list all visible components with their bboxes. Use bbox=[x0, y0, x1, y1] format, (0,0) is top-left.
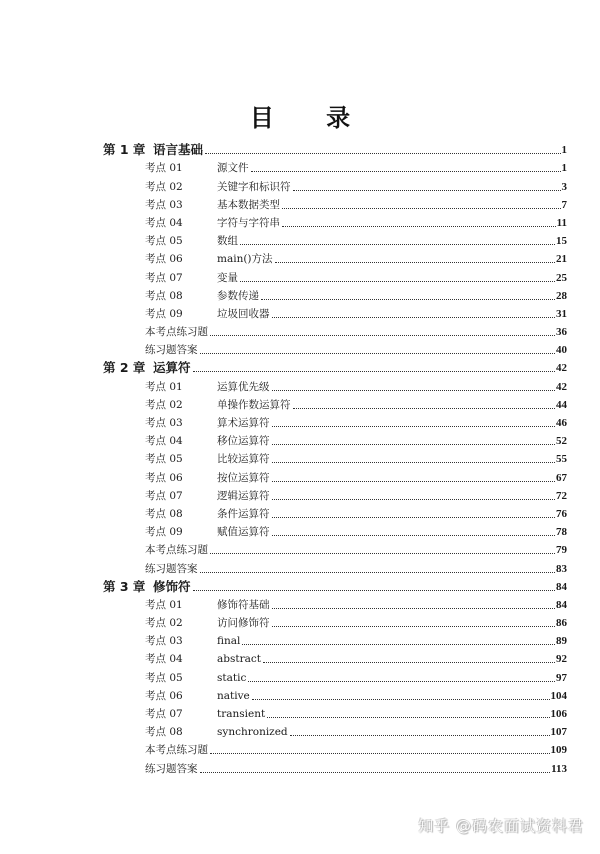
toc-leader bbox=[145, 398, 555, 412]
page-number: 52 bbox=[556, 435, 567, 448]
toc-label bbox=[145, 234, 240, 248]
topic-number: 考点 01 bbox=[145, 162, 183, 175]
page-number: 36 bbox=[556, 326, 567, 339]
topic-title: 参数传递 bbox=[217, 289, 259, 302]
topic-title: 基本数据类型 bbox=[217, 198, 280, 211]
toc-entry-row[interactable] bbox=[145, 466, 567, 484]
toc-entry-row[interactable] bbox=[145, 285, 567, 303]
dot-leader bbox=[251, 170, 561, 172]
toc-label bbox=[103, 580, 193, 594]
topic-title: 练习题答案 bbox=[145, 344, 198, 357]
toc-leader bbox=[145, 762, 550, 776]
dot-leader bbox=[272, 443, 556, 445]
toc-label bbox=[145, 161, 251, 175]
topic-title: 本考点练习题 bbox=[145, 544, 208, 557]
topic-title: 关键字和标识符 bbox=[217, 180, 291, 193]
toc-label bbox=[145, 325, 210, 339]
toc-leader bbox=[145, 743, 550, 757]
topic-number: 考点 07 bbox=[145, 708, 183, 720]
page-number: 21 bbox=[556, 253, 567, 266]
toc-leader bbox=[145, 507, 555, 521]
dot-leader bbox=[193, 370, 555, 372]
topic-number: 考点 02 bbox=[145, 180, 183, 193]
toc-entry-row[interactable] bbox=[145, 157, 567, 175]
toc-label bbox=[145, 180, 293, 194]
page-number: 7 bbox=[561, 198, 567, 211]
toc-entry-row[interactable] bbox=[145, 412, 567, 430]
toc-leader bbox=[145, 325, 555, 339]
dot-leader bbox=[272, 498, 556, 500]
page-number: 107 bbox=[550, 726, 567, 739]
topic-number: 考点 05 bbox=[145, 671, 183, 684]
dot-leader bbox=[210, 752, 550, 754]
topic-number: 考点 06 bbox=[145, 471, 183, 484]
chapter-number: 第 1 章 bbox=[103, 143, 146, 158]
topic-title: static bbox=[217, 671, 247, 684]
toc-leader bbox=[145, 380, 555, 394]
dot-leader bbox=[282, 207, 561, 209]
toc-leader bbox=[145, 562, 555, 576]
toc-leader bbox=[145, 598, 555, 612]
topic-title: 数组 bbox=[217, 235, 238, 248]
dot-leader bbox=[200, 352, 556, 354]
dot-leader bbox=[272, 534, 556, 536]
dot-leader bbox=[272, 389, 556, 391]
dot-leader bbox=[272, 480, 556, 482]
topic-number: 考点 04 bbox=[145, 216, 183, 229]
topic-title: 赋值运算符 bbox=[217, 526, 270, 539]
dot-leader bbox=[263, 661, 555, 663]
toc-leader bbox=[145, 343, 555, 357]
toc-leader bbox=[145, 198, 561, 212]
page-number: 44 bbox=[556, 398, 567, 411]
topic-title: 算术运算符 bbox=[217, 417, 270, 429]
toc-leader bbox=[145, 289, 555, 303]
topic-title: transient bbox=[217, 708, 266, 720]
toc-leader bbox=[145, 489, 555, 503]
page-number: 79 bbox=[556, 544, 567, 557]
toc-chapter-row[interactable] bbox=[103, 357, 567, 375]
topic-number: 考点 04 bbox=[145, 653, 183, 666]
topic-number: 考点 09 bbox=[145, 526, 183, 539]
topic-title: 访问修饰符 bbox=[217, 617, 270, 630]
topic-title: 本考点练习题 bbox=[145, 744, 208, 757]
topic-title: 按位运算符 bbox=[217, 471, 270, 484]
page-number: 28 bbox=[556, 289, 567, 302]
topic-title: 条件运算符 bbox=[217, 507, 270, 520]
chapter-title: 修饰符 bbox=[153, 579, 191, 594]
page-number: 109 bbox=[550, 744, 567, 757]
dot-leader bbox=[282, 225, 556, 227]
toc-entry-row[interactable] bbox=[145, 339, 567, 357]
toc-entry-row[interactable] bbox=[145, 303, 567, 321]
topic-number: 考点 08 bbox=[145, 289, 183, 302]
toc-label bbox=[145, 252, 275, 266]
topic-title: 变量 bbox=[217, 271, 238, 284]
toc-label bbox=[145, 562, 200, 576]
toc-leader bbox=[103, 143, 561, 157]
toc-entry-row[interactable] bbox=[145, 557, 567, 575]
toc-chapter-row[interactable] bbox=[103, 139, 567, 157]
toc-entry-row[interactable] bbox=[145, 539, 567, 557]
toc-label bbox=[145, 343, 200, 357]
toc-leader bbox=[145, 616, 555, 630]
toc-label bbox=[145, 434, 272, 448]
toc-entry-row[interactable] bbox=[145, 666, 567, 684]
page-number: 15 bbox=[556, 235, 567, 248]
toc-leader bbox=[103, 580, 555, 594]
toc-label bbox=[145, 271, 240, 285]
toc-label bbox=[145, 380, 272, 394]
topic-title: 移位运算符 bbox=[217, 435, 270, 448]
toc-entry-row[interactable] bbox=[145, 648, 567, 666]
toc-entry-row[interactable] bbox=[145, 394, 567, 412]
dot-leader bbox=[293, 407, 556, 409]
page-number: 40 bbox=[556, 344, 567, 357]
topic-number: 考点 06 bbox=[145, 689, 183, 702]
toc-leader bbox=[145, 652, 555, 666]
dot-leader bbox=[210, 334, 555, 336]
dot-leader bbox=[272, 316, 556, 318]
toc-leader bbox=[145, 543, 555, 557]
topic-number: 考点 02 bbox=[145, 398, 183, 411]
page-number: 113 bbox=[551, 762, 567, 775]
toc-label bbox=[145, 216, 282, 230]
page-number: 55 bbox=[556, 453, 567, 466]
toc-entry-row[interactable] bbox=[145, 739, 567, 757]
toc-label bbox=[145, 416, 272, 430]
toc-label bbox=[145, 307, 272, 321]
toc-entry-row[interactable] bbox=[145, 448, 567, 466]
dot-leader bbox=[193, 589, 555, 591]
topic-title: 源文件 bbox=[217, 162, 249, 175]
topic-title: native bbox=[217, 689, 250, 702]
toc-entry-row[interactable] bbox=[145, 230, 567, 248]
chapter-number: 第 3 章 bbox=[103, 579, 146, 594]
topic-title: 逻辑运算符 bbox=[217, 489, 270, 502]
dot-leader bbox=[240, 280, 555, 282]
toc-entry-row[interactable] bbox=[145, 757, 567, 775]
dot-leader bbox=[240, 243, 555, 245]
topic-title: 练习题答案 bbox=[145, 762, 198, 775]
toc-label bbox=[145, 707, 267, 721]
dot-leader bbox=[293, 189, 561, 191]
toc-entry-row[interactable] bbox=[145, 703, 567, 721]
topic-title: 修饰符基础 bbox=[217, 598, 270, 611]
dot-leader bbox=[275, 261, 555, 263]
topic-number: 考点 03 bbox=[145, 198, 183, 211]
toc-entry-row[interactable] bbox=[145, 485, 567, 503]
dot-leader bbox=[272, 516, 556, 518]
toc-leader bbox=[145, 689, 550, 703]
topic-number: 考点 08 bbox=[145, 726, 183, 739]
topic-title: 练习题答案 bbox=[145, 562, 198, 575]
toc-label bbox=[145, 671, 248, 685]
toc-entry-row[interactable] bbox=[145, 375, 567, 393]
dot-leader bbox=[272, 425, 556, 427]
topic-title: 单操作数运算符 bbox=[217, 398, 291, 411]
topic-title: final bbox=[217, 635, 241, 648]
dot-leader bbox=[272, 461, 556, 463]
toc-leader bbox=[145, 416, 555, 430]
toc-entry-row[interactable] bbox=[145, 612, 567, 630]
dot-leader bbox=[252, 698, 550, 700]
toc-entry-row[interactable] bbox=[145, 175, 567, 193]
toc-label bbox=[145, 198, 282, 212]
toc-label bbox=[145, 471, 272, 485]
toc-label bbox=[145, 289, 261, 303]
toc-leader bbox=[145, 634, 555, 648]
toc-label bbox=[145, 543, 210, 557]
page-number: 46 bbox=[556, 417, 567, 429]
toc-leader bbox=[145, 671, 555, 685]
page-number: 42 bbox=[556, 362, 567, 375]
page-number: 67 bbox=[556, 471, 567, 484]
page-number: 84 bbox=[556, 580, 567, 593]
page-number: 76 bbox=[556, 507, 567, 520]
page-number: 97 bbox=[556, 671, 567, 684]
dot-leader bbox=[205, 152, 560, 154]
toc-entry-row[interactable] bbox=[145, 630, 567, 648]
toc-label bbox=[145, 743, 210, 757]
page-number: 104 bbox=[550, 689, 567, 702]
toc-entry-row[interactable] bbox=[145, 685, 567, 703]
toc-label bbox=[145, 452, 272, 466]
toc-label bbox=[145, 762, 200, 776]
toc-leader bbox=[145, 307, 555, 321]
toc-entry-row[interactable] bbox=[145, 521, 567, 539]
toc-entry-row[interactable] bbox=[145, 503, 567, 521]
topic-title: 运算优先级 bbox=[217, 380, 270, 393]
toc-leader bbox=[145, 271, 555, 285]
toc-entry-row[interactable] bbox=[145, 321, 567, 339]
toc-chapter-row[interactable] bbox=[103, 576, 567, 594]
toc-leader bbox=[145, 216, 556, 230]
dot-leader bbox=[242, 643, 555, 645]
dot-leader bbox=[210, 552, 555, 554]
toc-entry-row[interactable] bbox=[145, 212, 567, 230]
dot-leader bbox=[272, 607, 556, 609]
toc-leader bbox=[145, 180, 561, 194]
toc-entry-row[interactable] bbox=[145, 430, 567, 448]
topic-number: 考点 01 bbox=[145, 598, 183, 611]
toc-label bbox=[103, 143, 205, 157]
page-number: 78 bbox=[556, 526, 567, 539]
topic-number: 考点 05 bbox=[145, 453, 183, 466]
toc-label bbox=[145, 525, 272, 539]
toc-leader bbox=[145, 525, 555, 539]
page-number: 72 bbox=[556, 489, 567, 502]
topic-number: 考点 01 bbox=[145, 380, 183, 393]
toc-label bbox=[145, 616, 272, 630]
toc-leader bbox=[145, 707, 550, 721]
page-number: 25 bbox=[556, 271, 567, 284]
toc-label bbox=[145, 398, 293, 412]
topic-number: 考点 05 bbox=[145, 235, 183, 248]
page-number: 89 bbox=[556, 635, 567, 648]
toc-entry-row[interactable] bbox=[145, 594, 567, 612]
page-number: 1 bbox=[561, 144, 567, 157]
topic-number: 考点 07 bbox=[145, 489, 183, 502]
toc-entry-row[interactable] bbox=[145, 194, 567, 212]
page-number: 106 bbox=[550, 708, 567, 720]
topic-title: 字符与字符串 bbox=[217, 216, 280, 229]
page-number: 11 bbox=[556, 216, 567, 229]
watermark: 知乎 @码农面试资料君 bbox=[418, 817, 584, 835]
topic-number: 考点 06 bbox=[145, 253, 183, 266]
topic-number: 考点 09 bbox=[145, 307, 183, 320]
toc-entry-row[interactable] bbox=[145, 248, 567, 266]
toc-label bbox=[145, 689, 252, 703]
toc-label bbox=[145, 598, 272, 612]
page-number: 92 bbox=[556, 653, 567, 666]
toc-entry-row[interactable] bbox=[145, 266, 567, 284]
topic-number: 考点 03 bbox=[145, 635, 183, 648]
toc-leader bbox=[145, 725, 550, 739]
toc-entry-row[interactable] bbox=[145, 721, 567, 739]
toc-leader bbox=[145, 434, 555, 448]
chapter-title: 语言基础 bbox=[153, 143, 204, 158]
toc-leader bbox=[145, 161, 561, 175]
toc-leader bbox=[145, 252, 555, 266]
toc-label bbox=[145, 725, 290, 739]
toc-leader bbox=[145, 234, 555, 248]
topic-title: abstract bbox=[217, 653, 261, 666]
toc-label bbox=[145, 652, 263, 666]
topic-title: 比较运算符 bbox=[217, 453, 270, 466]
topic-number: 考点 07 bbox=[145, 271, 183, 284]
page-title: 目 录 bbox=[249, 104, 373, 132]
dot-leader bbox=[200, 571, 556, 573]
toc-label bbox=[145, 489, 272, 503]
toc-leader bbox=[145, 471, 555, 485]
dot-leader bbox=[290, 734, 550, 736]
topic-number: 考点 04 bbox=[145, 435, 183, 448]
toc-leader bbox=[145, 452, 555, 466]
topic-number: 考点 03 bbox=[145, 417, 183, 429]
toc-leader bbox=[103, 361, 555, 375]
dot-leader bbox=[261, 298, 555, 300]
topic-title: main()方法 bbox=[217, 253, 273, 266]
topic-title: 垃圾回收器 bbox=[217, 307, 270, 320]
page-number: 1 bbox=[561, 162, 567, 175]
toc-label bbox=[145, 634, 242, 648]
topic-number: 考点 08 bbox=[145, 507, 183, 520]
dot-leader bbox=[200, 771, 551, 773]
topic-title: synchronized bbox=[217, 726, 288, 739]
topic-title: 本考点练习题 bbox=[145, 326, 208, 339]
dot-leader bbox=[248, 680, 555, 682]
chapter-title: 运算符 bbox=[153, 361, 191, 376]
page-number: 42 bbox=[556, 380, 567, 393]
page-number: 83 bbox=[556, 562, 567, 575]
page-number: 3 bbox=[561, 180, 567, 193]
toc-label bbox=[145, 507, 272, 521]
chapter-number: 第 2 章 bbox=[103, 361, 146, 376]
table-of-contents bbox=[0, 139, 600, 776]
dot-leader bbox=[267, 716, 549, 718]
page-number: 84 bbox=[556, 598, 567, 611]
dot-leader bbox=[272, 625, 556, 627]
topic-number: 考点 02 bbox=[145, 617, 183, 630]
toc-label bbox=[103, 361, 193, 375]
page-number: 31 bbox=[556, 307, 567, 320]
page-number: 86 bbox=[556, 617, 567, 630]
